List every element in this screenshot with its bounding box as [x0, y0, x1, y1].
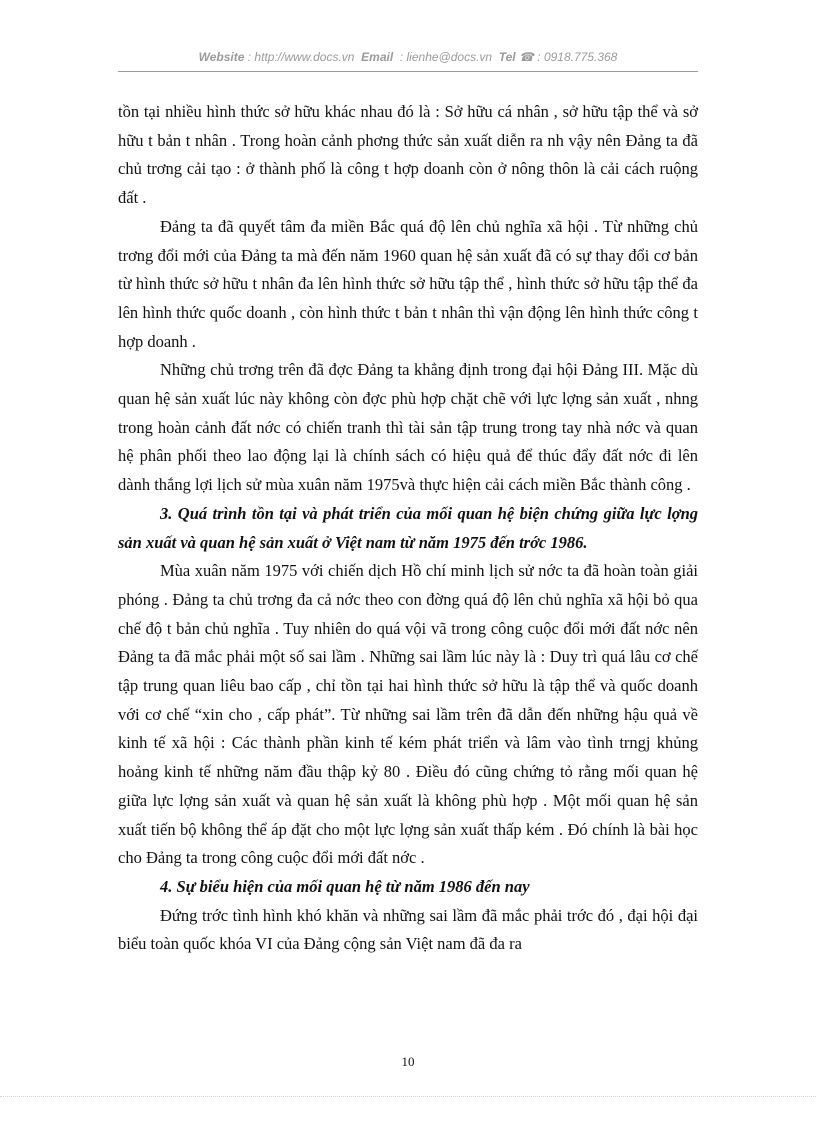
document-body — [118, 98, 698, 959]
header-divider — [118, 71, 698, 72]
section-heading-3: 3. Quá trình tồn tại và phát triển của mối quan hệ biện chứng giữa lực lợng sản xuất và quan hệ sản xuất ở Việt nam từ năm 1975 đến trớc 1986. — [118, 503, 698, 552]
website-label: Website — [198, 50, 245, 64]
tel-label: Tel — [498, 50, 516, 64]
page-bottom-divider — [0, 1096, 816, 1097]
paragraph-5: Đứng trớc tình hình khó khăn và những sai lầm đã mắc phải trớc đó , đại hội đại biểu toàn quốc khóa VI của Đảng cộng sản Việt nam đã đa ra — [118, 905, 698, 954]
paragraph-4: Mùa xuân năm 1975 với chiến dịch Hồ chí minh lịch sử nớc ta đã hoàn toàn giải phóng . Đảng ta chủ trơng đa cả nớc theo con đờng quá độ lên chủ nghĩa xã hội bỏ qua chế độ t bản chủ nghĩa . Tuy nhiên do quá vội vã trong công cuộc đổi mới đất nớc nên Đảng ta đã mắc phải một số sai lầm . Những sai lầm lúc này là : Duy trì quá lâu cơ chế tập trung quan liêu bao cấp , chỉ tồn tại hai hình thức sở hữu là tập thể và quốc doanh với cơ chế “xin cho , cấp phát”. Từ những sai lầm trên đã dẫn đến những hậu quả về kinh tế xã hội : Các thành phần kinh tế kém phát triển và lâm vào tình trngj khủng hoảng kinh tế những năm đầu thập kỷ 80 . Điều đó cũng chứng tỏ rằng mối quan hệ giữa lực lợng sản xuất và quan hệ sản xuất là không phù hợp . Một mối quan hệ sản xuất tiến bộ không thể áp đặt cho một lực lợng sản xuất thấp kém . Đó chính là bài học cho Đảng ta trong công cuộc đổi mới đất nớc . — [118, 561, 698, 868]
website-value[interactable]: : http://www.docs.vn — [247, 50, 355, 64]
paragraph-1: tồn tại nhiều hình thức sở hữu khác nhau đó là : Sở hữu cá nhân , sở hữu tập thể và sở hữu t bản t nhân . Trong hoàn cảnh phơng thức sản xuất diễn ra nh vậy nên Đảng ta đã chủ trơng cải tạo : ở thành phố là công t hợp doanh còn ở nông thôn là cải cách ruộng đất . — [118, 102, 698, 208]
paragraph-3: Những chủ trơng trên đã đợc Đảng ta khẳng định trong đại hội Đảng III. Mặc dù quan hệ sản xuất lúc này không còn đợc phù hợp chặt chẽ với lực lợng sản xuất , nhng trong hoàn cảnh đất nớc có chiến tranh thì tài sản tập trung trong tay nhà nớc và quan hệ phân phối theo lao động lại là chính sách có hiệu quả để thúc đẩy đất nớc đi lên dành thắng lợi lịch sử mùa xuân năm 1975và thực hiện cải cách miền Bắc thành công . — [118, 360, 698, 495]
page-number: 10 — [401, 1054, 415, 1069]
email-value[interactable]: : lienhe@docs.vn — [399, 50, 493, 64]
paragraph-2: Đảng ta đã quyết tâm đa miền Bắc quá độ lên chủ nghĩa xã hội . Từ những chủ trơng đổi mới của Đảng ta mà đến năm 1960 quan hệ sản xuất đã có sự thay đổi cơ bản từ hình thức sở hữu t nhân đa lên hình thức sở hữu tập thể , hình thức sở hữu tập thể đa lên hình thức quốc doanh , còn hình thức t bản t nhân thì vận động lên hình thức công t hợp doanh . — [118, 216, 698, 351]
email-label: Email — [361, 50, 394, 64]
section-heading-4: 4. Sự biểu hiện của mối quan hệ từ năm 1986 đến nay — [160, 876, 530, 896]
tel-value: ☎ : 0918.775.368 — [519, 50, 618, 64]
page-header — [118, 50, 698, 64]
